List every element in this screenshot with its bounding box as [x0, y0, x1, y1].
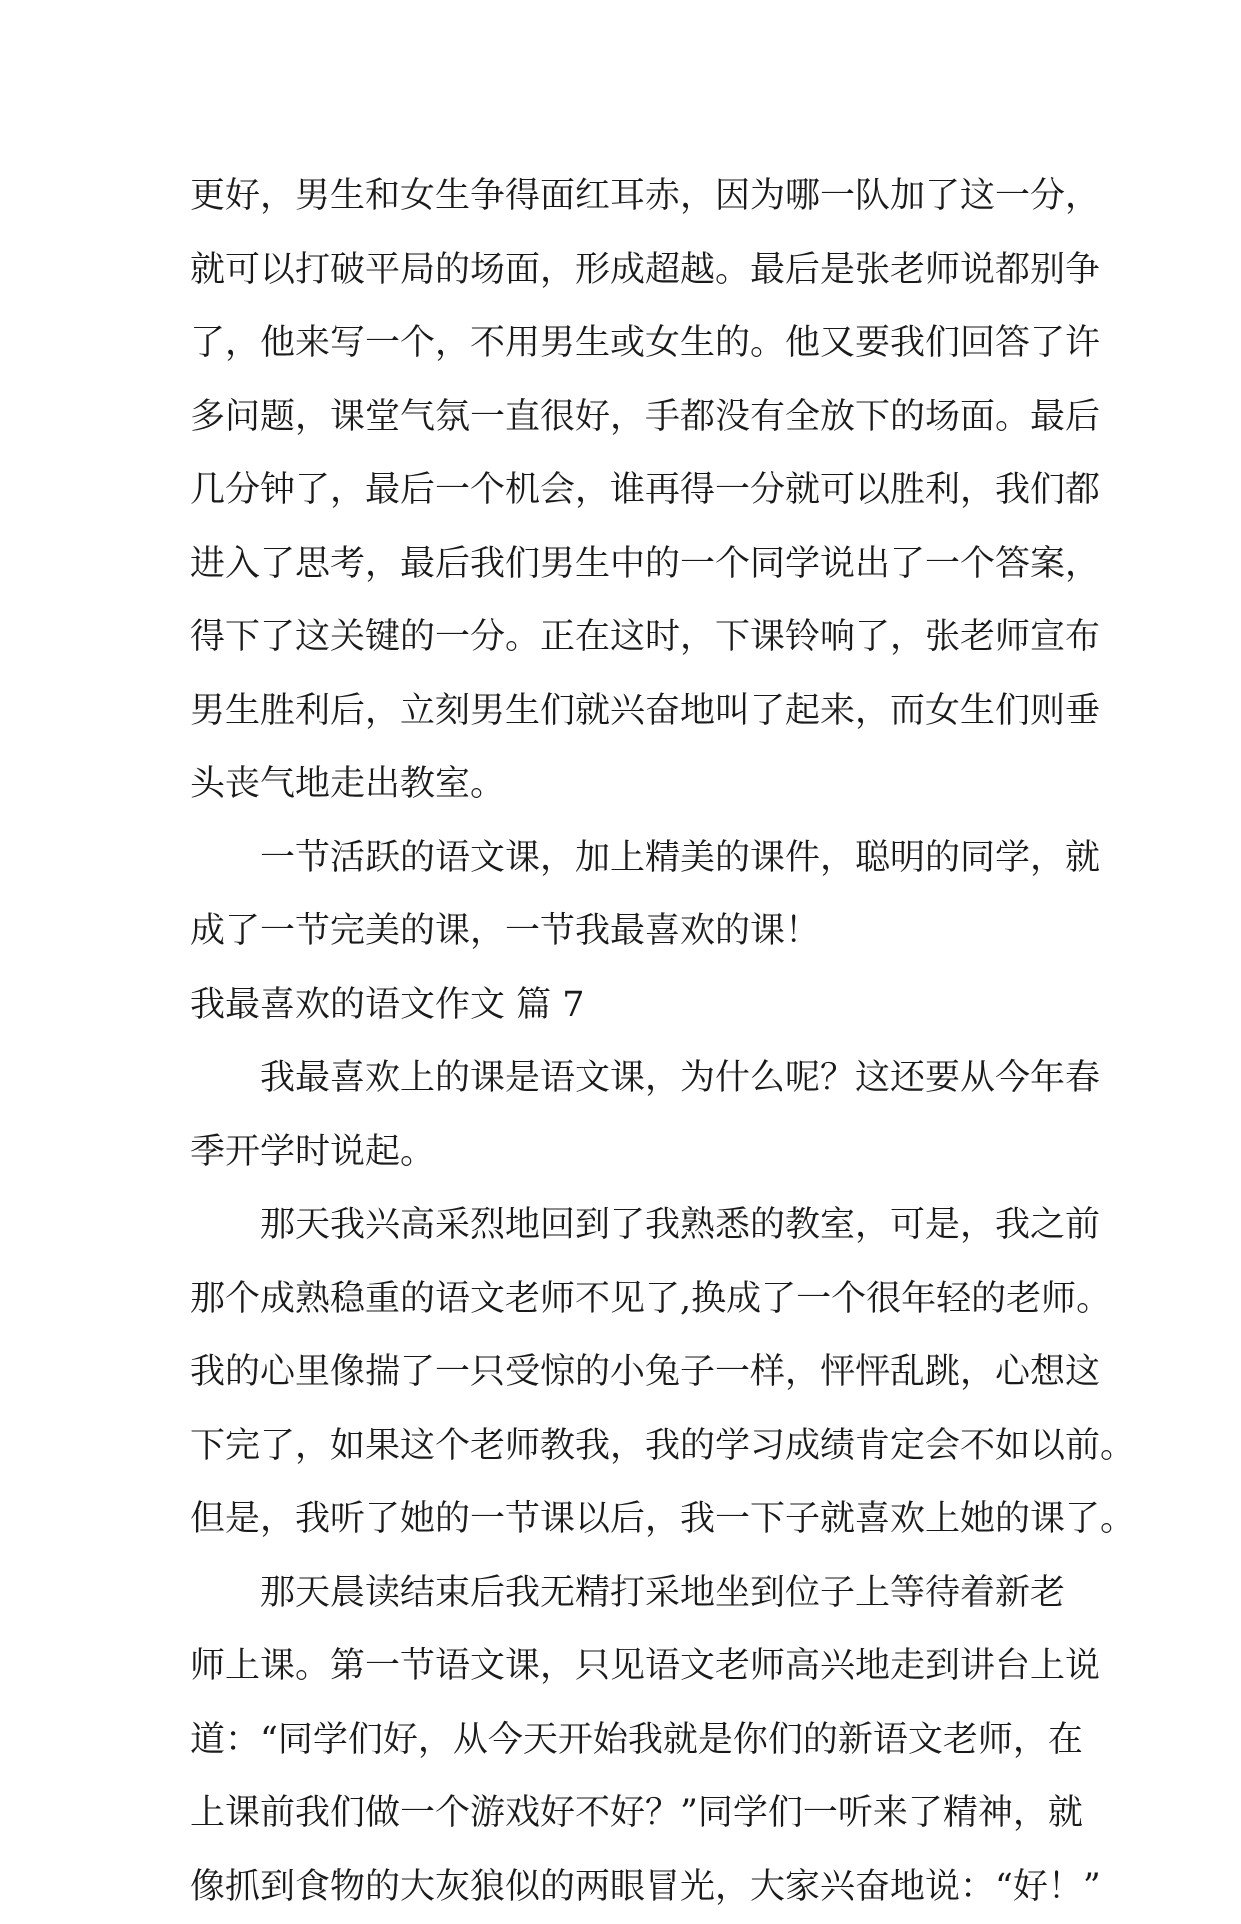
paragraph-first-line: 那天晨读结束后我无精打采地坐到位子上等待着新老	[190, 1557, 1058, 1631]
text-line: 更好，男生和女生争得面红耳赤，因为哪一队加了这一分，	[190, 160, 1058, 234]
text-line: 上课前我们做一个游戏好不好？”同学们一听来了精神，就	[190, 1777, 1058, 1851]
document-body	[190, 160, 1058, 1924]
text-line: 进入了思考，最后我们男生中的一个同学说出了一个答案，	[190, 528, 1058, 602]
text-line: 几分钟了，最后一个机会，谁再得一分就可以胜利，我们都	[190, 454, 1058, 528]
text-line: 了，他来写一个，不用男生或女生的。他又要我们回答了许	[190, 307, 1058, 381]
text-line: 得下了这关键的一分。正在这时，下课铃响了，张老师宣布	[190, 601, 1058, 675]
paragraph-first-line: 一节活跃的语文课，加上精美的课件，聪明的同学，就	[190, 822, 1058, 896]
paragraph-first-line: 我最喜欢上的课是语文课，为什么呢？这还要从今年春	[190, 1042, 1058, 1116]
text-line: 男生胜利后，立刻男生们就兴奋地叫了起来，而女生们则垂	[190, 675, 1058, 749]
text-line: 像抓到食物的大灰狼似的两眼冒光，大家兴奋地说：“好！”	[190, 1851, 1058, 1924]
text-line: 我的心里像揣了一只受惊的小兔子一样，怦怦乱跳，心想这	[190, 1336, 1058, 1410]
text-line: 季开学时说起。	[190, 1116, 1058, 1190]
text-line: 师上课。第一节语文课，只见语文老师高兴地走到讲台上说	[190, 1630, 1058, 1704]
text-line: 多问题，课堂气氛一直很好，手都没有全放下的场面。最后	[190, 381, 1058, 455]
text-line: 成了一节完美的课，一节我最喜欢的课！	[190, 895, 1058, 969]
text-line: 头丧气地走出教室。	[190, 748, 1058, 822]
text-line: 但是，我听了她的一节课以后，我一下子就喜欢上她的课了。	[190, 1483, 1058, 1557]
section-heading: 我最喜欢的语文作文 篇 7	[190, 969, 1058, 1043]
paragraph-first-line: 那天我兴高采烈地回到了我熟悉的教室，可是，我之前	[190, 1189, 1058, 1263]
text-line: 下完了，如果这个老师教我，我的学习成绩肯定会不如以前。	[190, 1410, 1058, 1484]
text-line: 道：“同学们好，从今天开始我就是你们的新语文老师，在	[190, 1704, 1058, 1778]
text-line: 那个成熟稳重的语文老师不见了,换成了一个很年轻的老师。	[190, 1263, 1058, 1337]
text-line: 就可以打破平局的场面，形成超越。最后是张老师说都别争	[190, 234, 1058, 308]
